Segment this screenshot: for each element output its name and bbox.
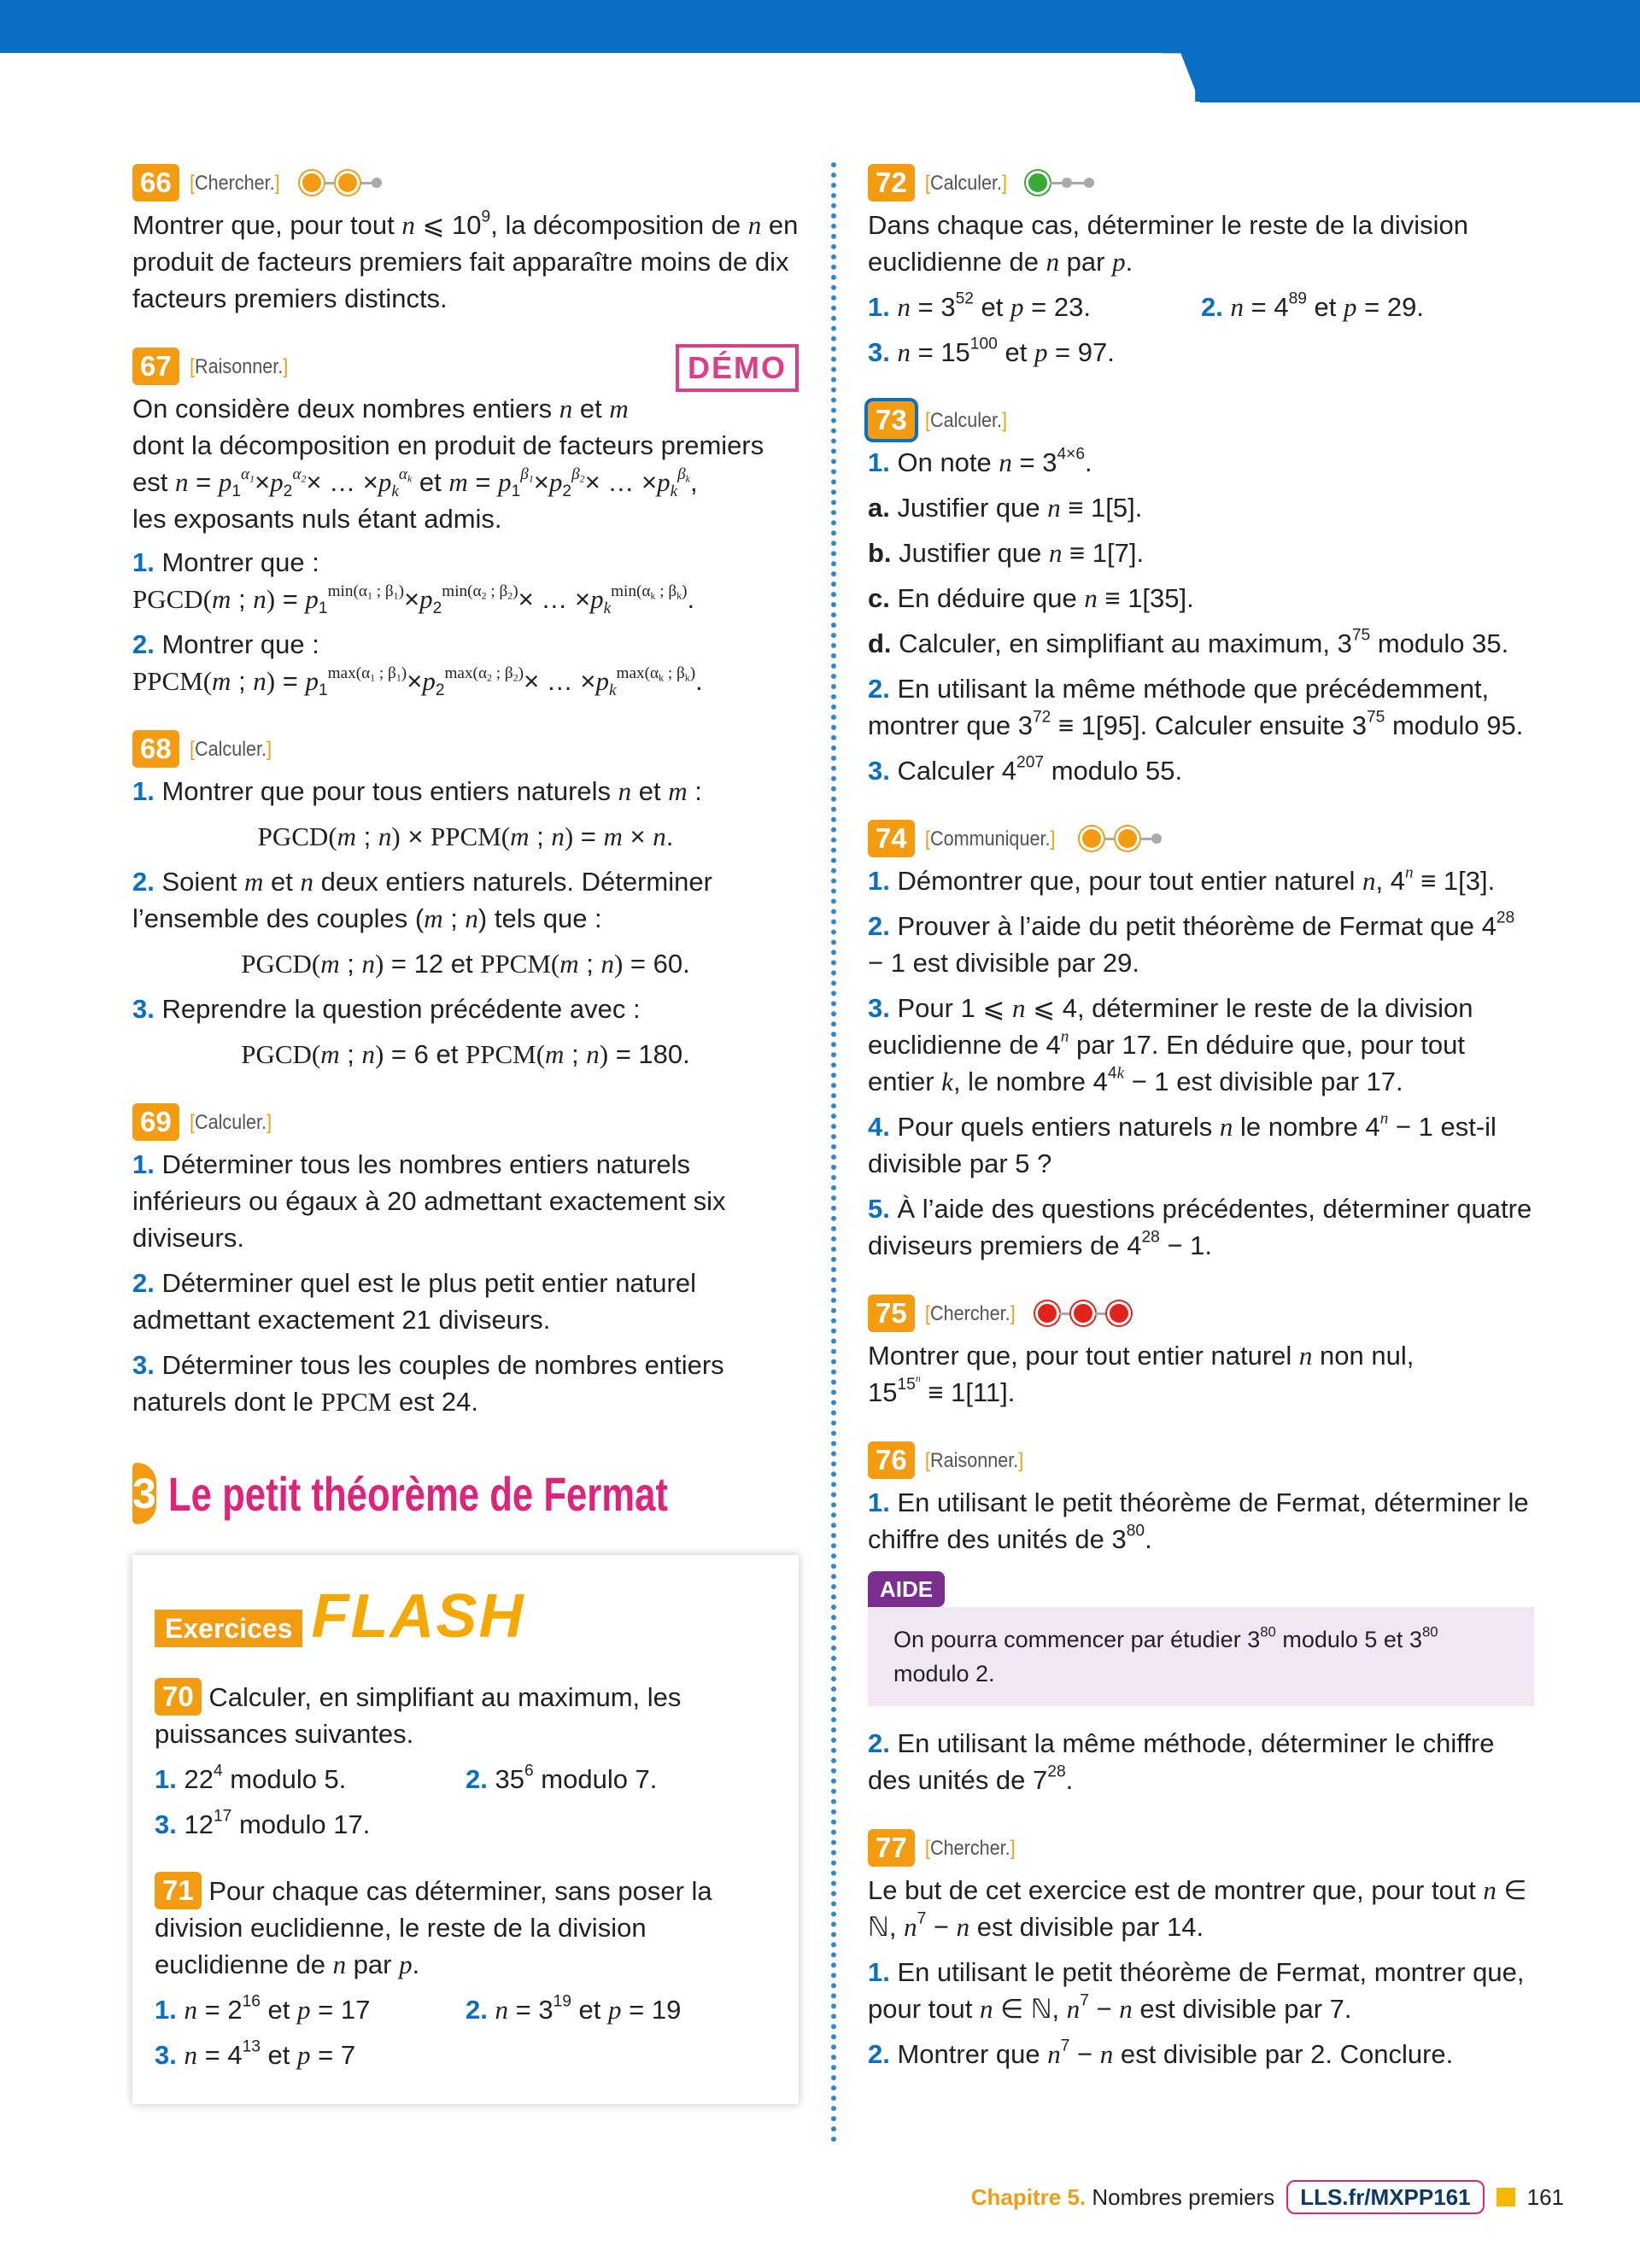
- top-blue-band: [0, 0, 1179, 53]
- exercise-skill-tag: [Calculer.]: [924, 408, 1007, 432]
- exercise-67: 67 [Raisonner.] DÉMO On considère deux nombres entiers n et m dont la décomposition en produit de facteurs premiers est $n = p_1^{\alpha_1}\times p_2^{\alpha_2}\times$ … $\times p_k^{\alpha_k}$ et $m = p_1^{\beta_1}\times p_2^{\beta_2}\times$ … $\times p_k^{\beta_k}$, les exposants nuls étant admis. 1. Montrer que : PGCD(m ; $n) = p_1^{min(\alpha_1 ; \beta_1)}\times p_2^{min(\alpha_2 ; \beta_2)}\times$ … $\times p_k^{min(\alpha_k ; \beta_k)}$. 2. Montrer que : PPCM(m ; $n) = p_1^{max(\alpha_1 ; \beta_1)}\times p_2^{max(\alpha_2 ; \beta_2)}\times$ … $\times p_k^{max(\alpha_k ; \beta_k)}$.: [132, 346, 799, 699]
- exercise-70: 70 Calculer, en simplifiant au maximum, les puissances suivantes. 1. $22^4$ modulo 5. 2. $35^6$ modulo 7. 3. $12^{17}$ modulo 17.: [155, 1678, 776, 1843]
- difficulty-indicator: [300, 171, 382, 195]
- exercise-number: 66: [132, 164, 179, 202]
- hint-box: AIDE On pourra commencer par étudier $3^{80}$ modulo 5 et $3^{80}$ modulo 2.: [868, 1569, 1534, 1706]
- exercise-skill-tag: [Raisonner.]: [924, 1448, 1024, 1472]
- exercise-number: 74: [868, 820, 915, 857]
- column-divider: [831, 162, 836, 2143]
- exercise-skill-tag: [Communiquer.]: [924, 827, 1056, 850]
- footer-chapter: Chapitre 5.: [970, 2183, 1086, 2210]
- exercise-number: 68: [132, 730, 179, 768]
- difficulty-indicator: [1026, 171, 1094, 195]
- exercise-76: 76 [Raisonner.] 1. En utilisant le petit théorème de Fermat, déterminer le chiffre des unités de $3^{80}$. AIDE On pourra commencer par étudier $3^{80}$ modulo 5 et $3^{80}$ modulo 2. 2. En utilisant la même méthode, déterminer le chiffre des unités de $7^{28}$.: [868, 1440, 1534, 1798]
- exercise-number: 75: [868, 1295, 915, 1332]
- footer-marker: [1496, 2188, 1515, 2207]
- section-title: ENTRAÎNEMENT: [1192, 44, 1607, 116]
- exercise-skill-tag: [Calculer.]: [189, 737, 272, 761]
- exercise-77: 77 [Chercher.] Le but de cet exercice est de montrer que, pour tout n ∈ ℕ, $n^7 - n$ est divisible par 14. 1. En utilisant le petit théorème de Fermat, montrer que, pour tout n ∈ ℕ, $n^7 - n$ est divisible par 7. 2. Montrer que $n^7 - n$ est divisible par 2. Conclure.: [868, 1827, 1534, 2072]
- chapter-title: Le petit théorème de Fermat: [167, 1466, 668, 1521]
- exercise-text: Montrer que, pour tout n ⩽ $10^9$, la décomposition de n en produit de facteurs premiers fait apparaître moins de dix facteurs premiers distincts.: [132, 208, 799, 313]
- exercise-75: 75 [Chercher.] Montrer que, pour tout entier naturel n non nul, $15^{15^n} \equiv 1[11]$.: [868, 1293, 1534, 1411]
- difficulty-indicator: [1080, 827, 1162, 850]
- chapter-number: 3: [132, 1463, 156, 1524]
- exercise-skill-tag: [Calculer.]: [189, 1110, 272, 1134]
- right-column: [868, 162, 1534, 2101]
- exercise-69: 69 [Calculer.] 1. Déterminer tous les nombres entiers naturels inférieurs ou égaux à 20 admettant exactement six diviseurs. 2. Déterminer quel est le plus petit entier naturel admettant exactement 21 diviseurs. 3. Déterminer tous les couples de nombres entiers naturels dont le PPCM est 24.: [132, 1102, 799, 1420]
- exercise-skill-tag: [Calculer.]: [924, 171, 1007, 195]
- demo-badge: DÉMO: [676, 344, 799, 392]
- footer-chapter-name: Nombres premiers: [1092, 2183, 1275, 2210]
- exercise-skill-tag: [Raisonner.]: [189, 354, 289, 378]
- exercise-number: 72: [868, 164, 915, 202]
- page-number: 161: [1526, 2183, 1564, 2210]
- exercise-number: 70: [155, 1678, 202, 1716]
- exercise-66: [132, 162, 799, 317]
- exercise-73: 73 [Calculer.] 1. On note $n = 3^{4\times 6}$. a. Justifier que n ≡ 1[5]. b. Justifier que n ≡ 1[7]. c. En déduire que n ≡ 1[35]. d. Calculer, en simplifiant au maximum, $3^{75}$ modulo 35. 2. En utilisant la même méthode que précédemment, montrer que $3^{72} \equiv 1[95]$. Calculer ensuite $3^{75}$ modulo 95. 3. Calculer $4^{207}$ modulo 55.: [868, 400, 1534, 789]
- exercise-68: 68 [Calculer.] 1. Montrer que pour tous entiers naturels n et m : PGCD(m ; n) × PPCM(m ; n) = m × n. 2. Soient m et n deux entiers naturels. Déterminer l’ensemble des couples (m ; n) tels que : PGCD(m ; n) = 12 et PPCM(m ; n) = 60. 3. Reprendre la question précédente avec : PGCD(m ; n) = 6 et PPCM(m ; n) = 180.: [132, 728, 799, 1073]
- chapter-heading: [132, 1463, 799, 1524]
- flash-exercises-box: [132, 1555, 799, 2104]
- exercise-number: 67: [132, 348, 179, 385]
- exercise-72: 72 [Calculer.] Dans chaque cas, déterminer le reste de la division euclidienne de n par p. 1. $n = 3^{52}$ et p = 23. 2. $n = 4^{89}$ et p = 29. 3. $n = 15^{100}$ et p = 97.: [868, 162, 1534, 371]
- footer-link[interactable]: LLS.fr/MXPP161: [1286, 2180, 1484, 2214]
- exercise-skill-tag: [Chercher.]: [189, 171, 280, 195]
- page-footer: [971, 2180, 1564, 2214]
- exercise-number: 71: [155, 1872, 202, 1909]
- flash-label: Exercices: [155, 1610, 302, 1647]
- exercise-number: 77: [868, 1829, 915, 1867]
- flash-word: FLASH: [311, 1582, 525, 1651]
- exercise-74: 74 [Communiquer.] 1. Démontrer que, pour tout entier naturel n, $4^n \equiv 1[3]$. 2. Prouver à l’aide du petit théorème de Fermat que $4^{28} - 1$ est divisible par 29. 3. Pour 1 ⩽ n ⩽ 4, déterminer le reste de la division euclidienne de 4$^n$ par 17. En déduire que, pour tout entier k, le nombre $4^{4k} - 1$ est divisible par 17. 4. Pour quels entiers naturels n le nombre $4^n - 1$ est-il divisible par 5 ? 5. À l’aide des questions précédentes, déterminer quatre diviseurs premiers de $4^{28} - 1$.: [868, 818, 1534, 1264]
- exercise-71: 71 Pour chaque cas déterminer, sans poser la division euclidienne, le reste de la division euclidienne de n par p. 1. $n = 2^{16}$ et p = 17 2. $n = 3^{19}$ et p = 19 3. $n = 4^{13}$ et p = 7: [155, 1872, 776, 2073]
- exercise-number: 73: [868, 401, 915, 439]
- exercise-skill-tag: [Chercher.]: [924, 1836, 1016, 1860]
- exercise-text: On considère deux nombres entiers n et m dont la décomposition en produit de facteurs premiers est $n = p_1^{\alpha_1}\times p_2^{\alpha_2}\times$ … $\times p_k^{\alpha_k}$ et $m = p_1^{\beta_1}\times p_2^{\beta_2}\times$ … $\times p_k^{\beta_k}$, les exposants nuls étant admis.: [132, 394, 764, 534]
- exercise-skill-tag: [Chercher.]: [924, 1301, 1016, 1325]
- hint-label: AIDE: [868, 1571, 945, 1607]
- left-column: [132, 162, 799, 2104]
- exercise-number: 69: [132, 1103, 179, 1141]
- difficulty-indicator: [1035, 1301, 1131, 1325]
- exercise-number: 76: [868, 1441, 915, 1479]
